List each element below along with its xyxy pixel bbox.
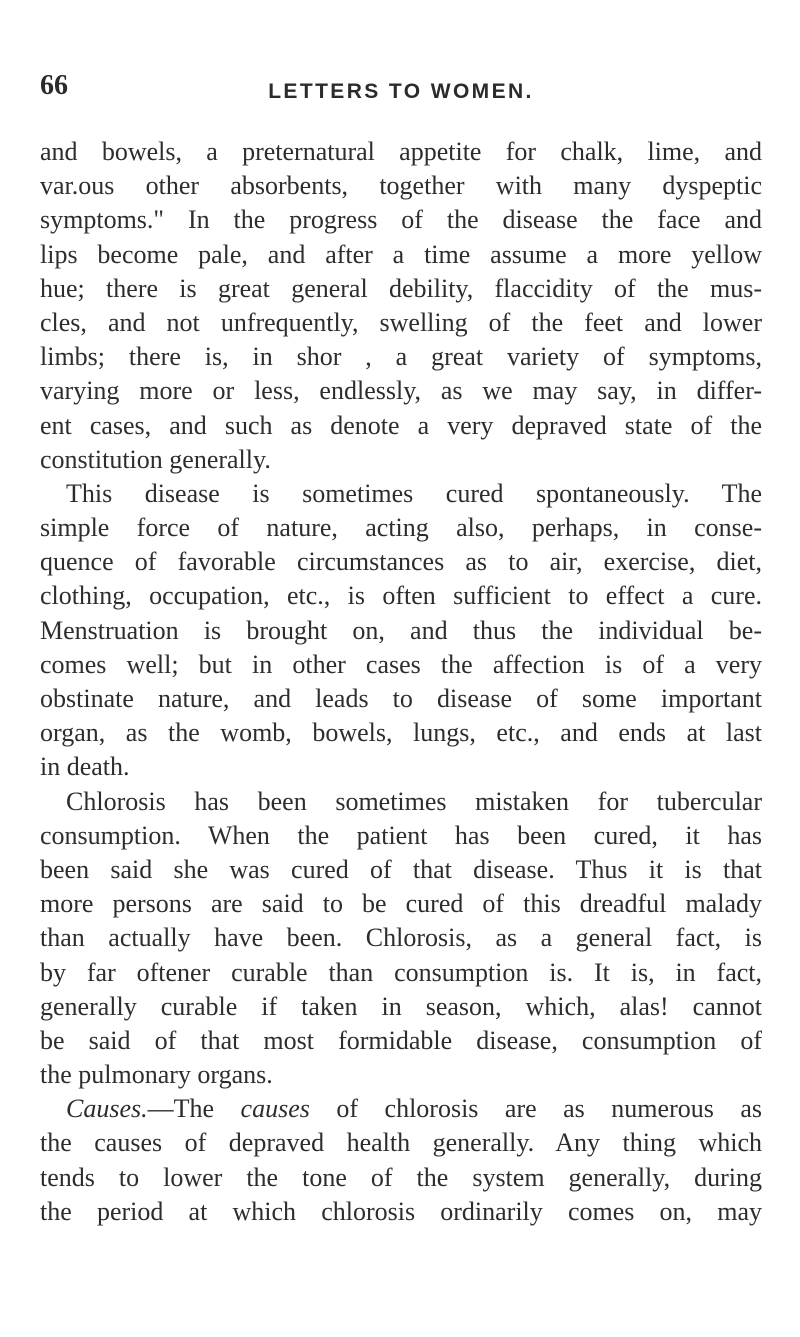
text-line: varying more or less, endlessly, as we may say, in differ- [40, 376, 762, 406]
text-line: consumption. When the patient has been cured, it has [40, 820, 762, 850]
text-line: clothing, occupation, etc., is often sufficient to effect a cure. [40, 581, 762, 611]
text-line: be said of that most formidable disease, consumption of [40, 1025, 762, 1055]
text-line: simple force of nature, acting also, perhaps, in conse- [40, 513, 762, 543]
running-head: LETTERS TO WOMEN. [268, 80, 534, 103]
text-line: tends to lower the tone of the system generally, during [40, 1162, 762, 1192]
text-line: been said she was cured of that disease. Thus it is that [40, 854, 762, 884]
causes-heading: Causes. [66, 1094, 148, 1124]
body-text [40, 135, 762, 1229]
text-line: the period at which chlorosis ordinarily comes on, may [40, 1196, 762, 1226]
text-line: and bowels, a preternatural appetite for chalk, lime, and [40, 137, 762, 166]
page-number: 66 [40, 70, 68, 101]
text-line: than actually have been. Chlorosis, as a general fact, is [40, 923, 762, 953]
text-line: limbs; there is, in shor , a great variety of symptoms, [40, 342, 762, 372]
paragraph-start-line: This disease is sometimes cured spontaneously. The [66, 478, 762, 508]
text-line: var.ous other absorbents, together with many dyspeptic [40, 171, 762, 201]
text-line: by far oftener curable than consumption is. It is, in fact, [40, 957, 762, 987]
causes-dash: —The [147, 1094, 241, 1124]
text-line: hue; there is great general debility, flaccidity of the mus- [40, 273, 762, 303]
text-line: quence of favorable circumstances as to air, exercise, diet, [40, 547, 762, 577]
text-line: the causes of depraved health generally. Any thing which [40, 1128, 762, 1158]
causes-line-rest: of chlorosis are as numerous as [336, 1094, 762, 1124]
text-line: constitution generally. [40, 444, 271, 474]
causes-paragraph-start-line [40, 1092, 762, 1126]
text-line: obstinate nature, and leads to disease of some important [40, 684, 762, 713]
text-line: lips become pale, and after a time assume a more yellow [40, 239, 762, 269]
text-line: comes well; but in other cases the affection is of a very [40, 649, 762, 679]
text-line: in death. [40, 752, 130, 782]
text-line: more persons are said to be cured of this dreadful malady [40, 889, 762, 919]
text-line: the pulmonary organs. [40, 1060, 273, 1090]
text-line: ent cases, and such as denote a very depraved state of the [40, 410, 762, 440]
text-line: symptoms." In the progress of the disease the face and [40, 205, 762, 235]
text-line: Menstruation is brought on, and thus the individual be- [40, 615, 762, 645]
causes-word: causes [240, 1094, 310, 1124]
paragraph-start-line: Chlorosis has been sometimes mistaken for tubercular [66, 786, 762, 816]
page-header [40, 70, 762, 110]
text-line: organ, as the womb, bowels, lungs, etc., and ends at last [40, 718, 762, 748]
text-line: generally curable if taken in season, which, alas! cannot [40, 991, 762, 1021]
text-line: cles, and not unfrequently, swelling of the feet and lower [40, 307, 762, 337]
